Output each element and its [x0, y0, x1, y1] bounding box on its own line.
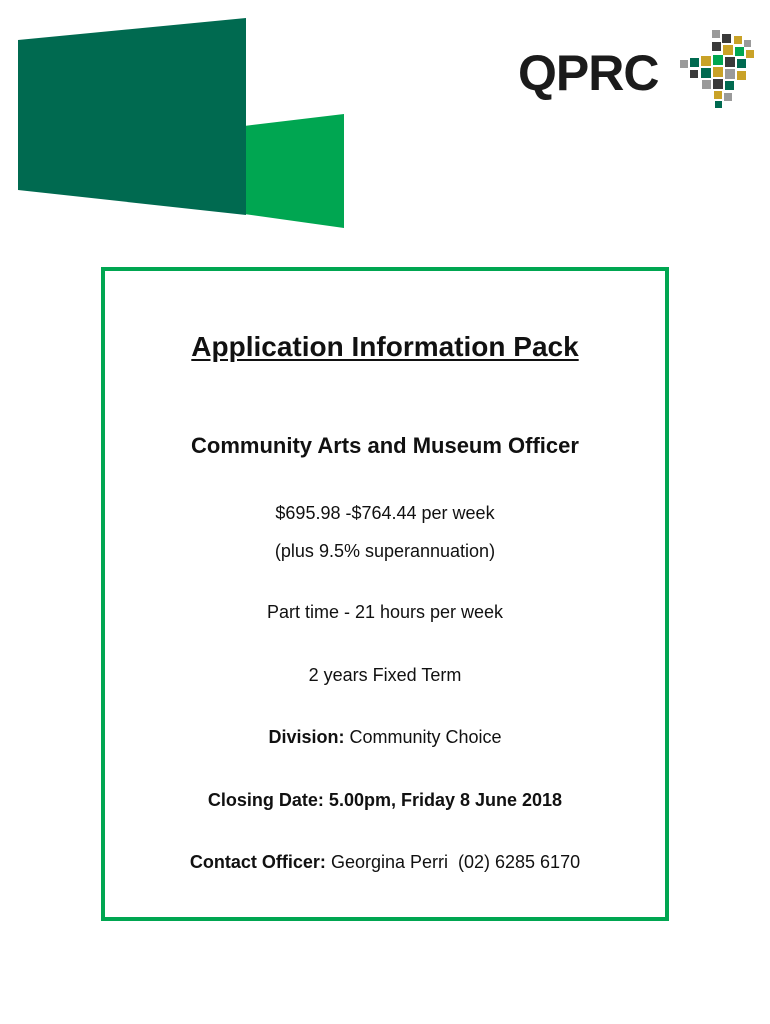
logo-wordmark: QPRC [518, 45, 659, 101]
header-banner-graphic [0, 0, 360, 240]
document-title: Application Information Pack [191, 331, 579, 362]
division-value: Community Choice [349, 727, 502, 747]
employment-term: 2 years Fixed Term [308, 665, 462, 685]
contact-line [105, 852, 665, 873]
banner-dark-green-shape [18, 18, 246, 215]
division-line [105, 727, 665, 748]
work-hours: Part time - 21 hours per week [266, 602, 504, 622]
contact-value: Georgina Perri (02) 6285 6170 [330, 852, 581, 872]
position-title: Community Arts and Museum Officer [191, 433, 579, 458]
application-info-box [101, 267, 669, 921]
salary-range: $695.98 -$764.44 per week [275, 503, 495, 523]
superannuation-note: (plus 9.5% superannuation) [274, 541, 496, 561]
closing-date: Closing Date: 5.00pm, Friday 8 June 2018 [207, 790, 563, 810]
division-label: Division: [268, 727, 345, 747]
banner-bright-green-shape [244, 114, 344, 228]
qprc-logo [518, 26, 758, 116]
contact-label: Contact Officer: [189, 852, 326, 872]
logo-mosaic-icon [674, 26, 758, 110]
